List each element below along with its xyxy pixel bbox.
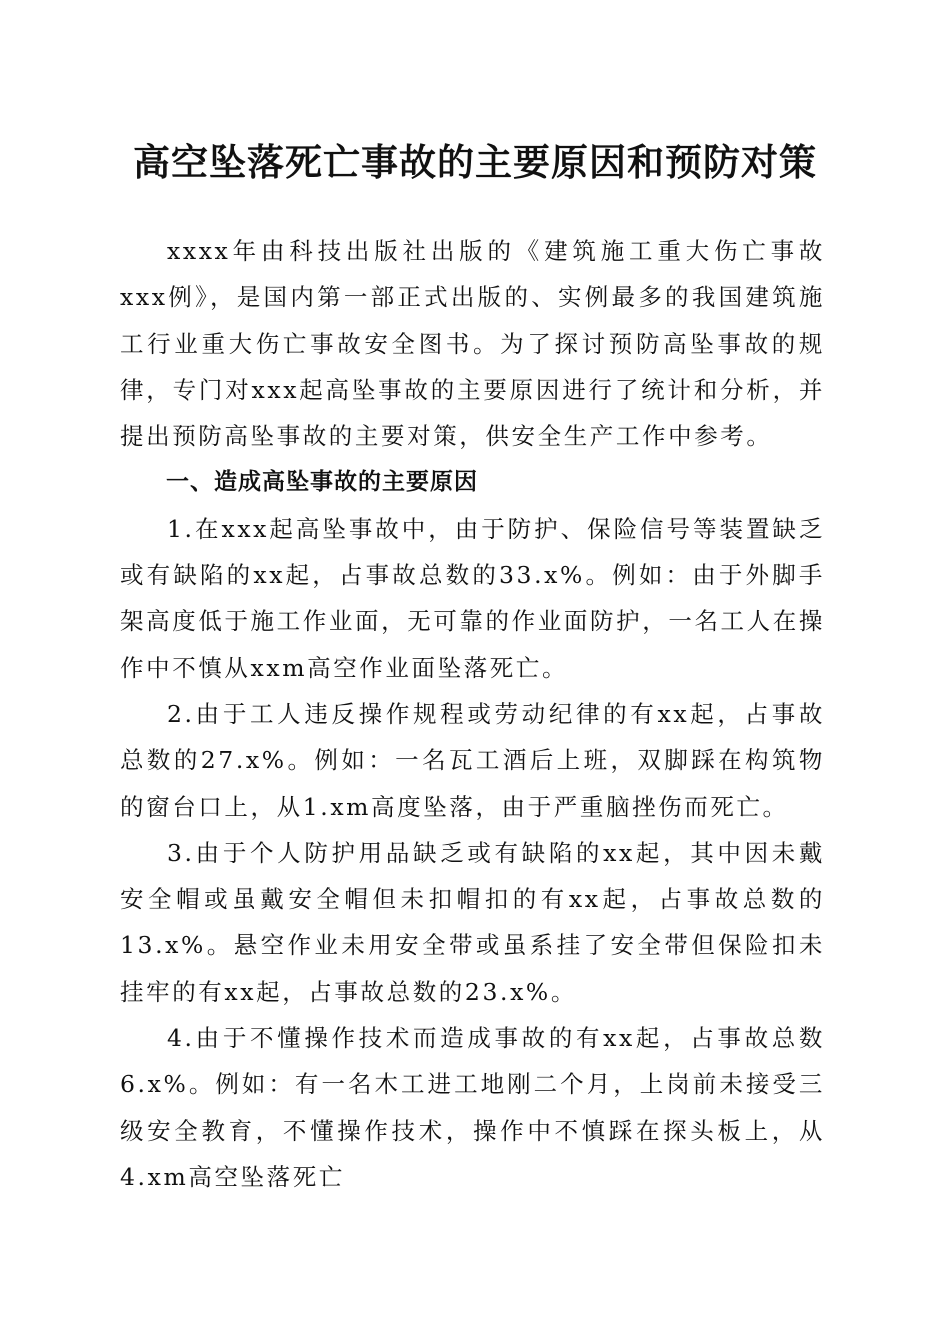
section-heading: 一、造成高坠事故的主要原因 (166, 469, 478, 496)
list-item: 2.由于工人违反操作规程或劳动纪律的有xx起，占事故总数的27.x%。例如：一名瓦工酒后上班，双脚踩在构筑物的窗台口上，从1.xm高度坠落，由于严重脑挫伤而死亡。 (120, 699, 825, 821)
list-item: 3.由于个人防护用品缺乏或有缺陷的xx起，其中因未戴安全帽或虽戴安全帽但未扣帽扣的有xx起，占事故总数的13.x%。悬空作业未用安全带或虽系挂了安全带但保险扣未挂牢的有xx起，占事故总数的23.x%。 (120, 838, 825, 1006)
document-body (120, 228, 825, 1200)
intro-paragraph: xxxx年由科技出版社出版的《建筑施工重大伤亡事故xxx例》，是国内第一部正式出版的、实例最多的我国建筑施工行业重大伤亡事故安全图书。为了探讨预防高坠事故的规律，专门对xxx起高坠事故的主要原因进行了统计和分析，并提出预防高坠事故的主要对策，供安全生产工作中参考。 (120, 237, 825, 451)
list-item: 4.由于不懂操作技术而造成事故的有xx起，占事故总数6.x%。例如：有一名木工进工地刚二个月，上岗前未接受三级安全教育，不懂操作技术，操作中不慎踩在探头板上，从4.xm高空坠落死亡 (120, 1024, 825, 1191)
document-title: 高空坠落死亡事故的主要原因和预防对策 (133, 140, 817, 184)
list-item: 1.在xxx起高坠事故中，由于防护、保险信号等装置缺乏或有缺陷的xx起，占事故总数的33.x%。例如：由于外脚手架高度低于施工作业面，无可靠的作业面防护，一名工人在操作中不慎从xxm高空作业面坠落死亡。 (120, 514, 825, 682)
